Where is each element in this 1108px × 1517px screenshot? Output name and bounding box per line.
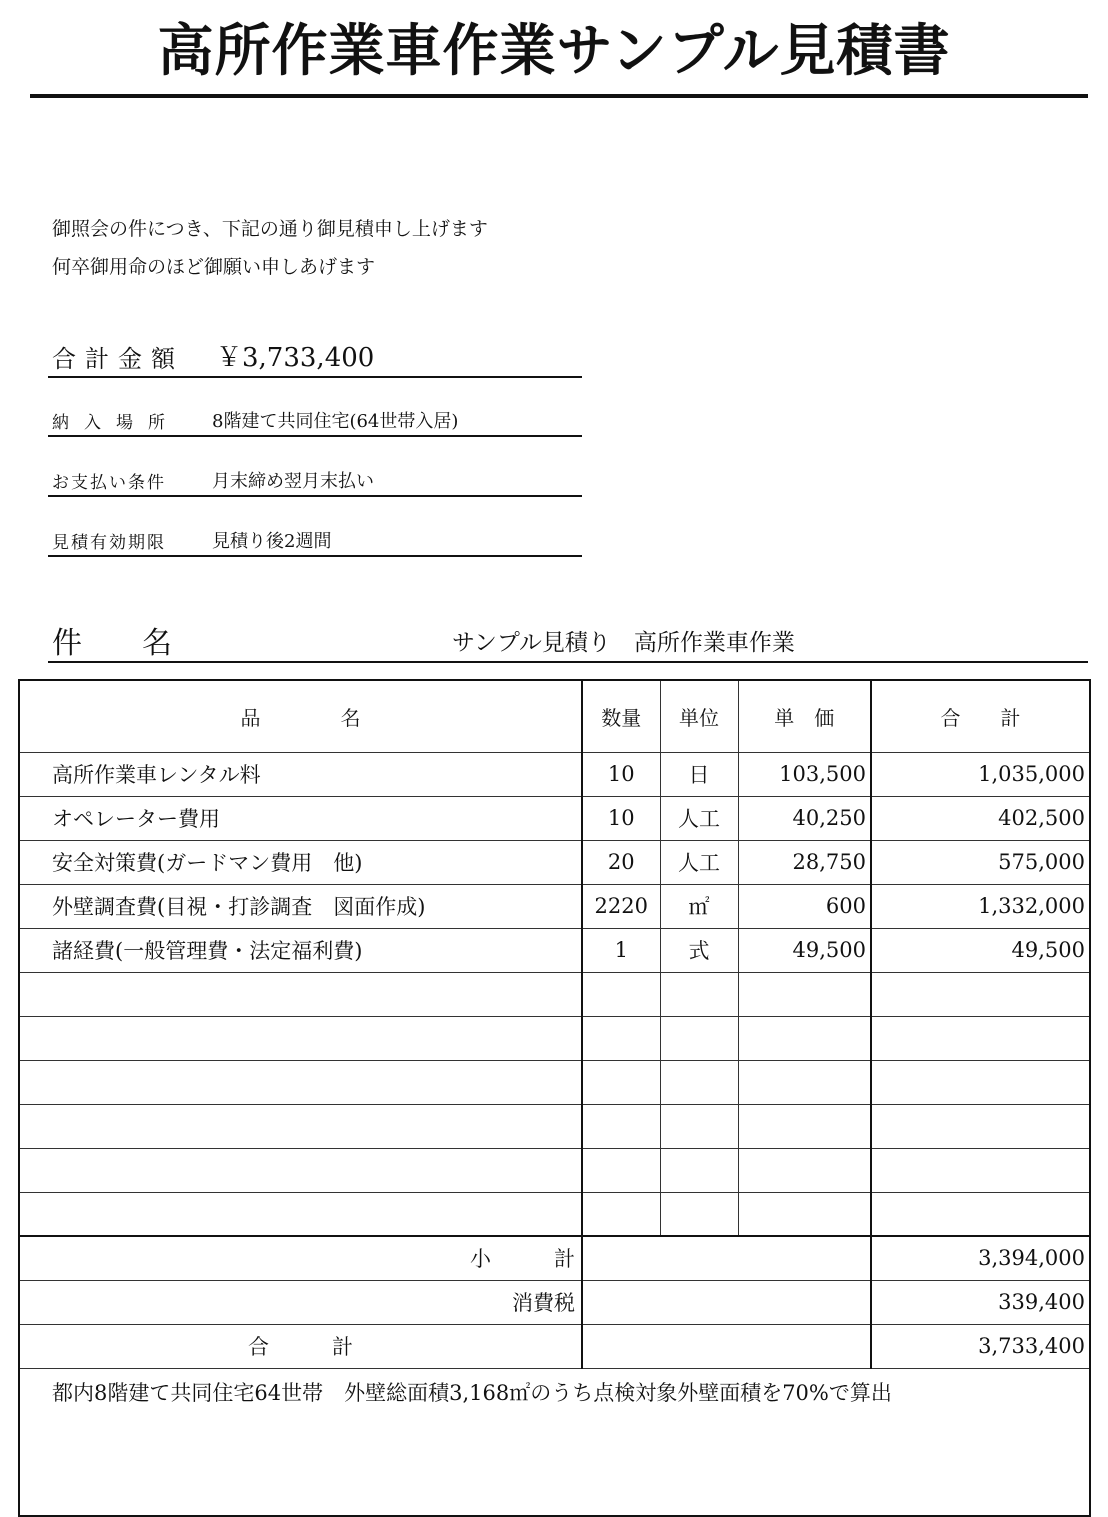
row-unit-price: [738, 1016, 871, 1060]
row-unit: [660, 1148, 738, 1192]
row-amount: 575,000: [871, 840, 1090, 884]
table-row: [19, 928, 1090, 972]
grand-total-row: [19, 1324, 1090, 1368]
subject-label: 件名: [52, 626, 232, 661]
tax-row: [19, 1280, 1090, 1324]
table-row-empty: [19, 972, 1090, 1016]
row-unit-price: 40,250: [738, 796, 871, 840]
grand-total-spacer: [582, 1324, 871, 1368]
row-unit: [660, 1192, 738, 1236]
row-unit: 式: [660, 928, 738, 972]
row-amount: 402,500: [871, 796, 1090, 840]
row-item-name: 外壁調査費(目視・打診調査 図面作成): [19, 884, 582, 928]
total-amount-field: [48, 342, 582, 378]
row-quantity: 20: [582, 840, 660, 884]
header-item-name: 品 名: [19, 680, 582, 752]
subtotal-spacer: [582, 1236, 871, 1280]
subtotal-row: [19, 1236, 1090, 1280]
row-amount: [871, 1104, 1090, 1148]
table-row-empty: [19, 1148, 1090, 1192]
table-row-empty: [19, 1104, 1090, 1148]
row-unit: [660, 1104, 738, 1148]
row-item-name: 安全対策費(ガードマン費用 他): [19, 840, 582, 884]
header-unit: 単位: [660, 680, 738, 752]
note-text: 都内8階建て共同住宅64世帯 外壁総面積3,168㎡のうち点検対象外壁面積を70%で算出: [19, 1368, 1090, 1516]
subtotal-label: 小 計: [19, 1236, 582, 1280]
table-row: [19, 796, 1090, 840]
header-quantity: 数量: [582, 680, 660, 752]
grand-total-label: 合 計: [19, 1324, 582, 1368]
row-unit: [660, 1060, 738, 1104]
total-amount-value: ￥3,733,400: [216, 343, 375, 373]
row-amount: [871, 972, 1090, 1016]
total-amount-label: 合計金額: [52, 345, 184, 373]
validity-label: 見積有効期限: [52, 533, 166, 553]
table-header-row: [19, 680, 1090, 752]
row-quantity: [582, 1060, 660, 1104]
row-item-name: [19, 1104, 582, 1148]
row-unit: [660, 1016, 738, 1060]
row-quantity: [582, 1192, 660, 1236]
row-unit-price: [738, 1192, 871, 1236]
delivery-location-value: 8階建て共同住宅(64世帯入居): [212, 411, 459, 432]
document-title: 高所作業車作業サンプル見積書: [157, 19, 951, 84]
row-unit-price: [738, 972, 871, 1016]
row-unit: 人工: [660, 796, 738, 840]
row-unit-price: [738, 1148, 871, 1192]
row-item-name: [19, 1060, 582, 1104]
row-quantity: 10: [582, 796, 660, 840]
row-quantity: [582, 1104, 660, 1148]
row-quantity: [582, 1016, 660, 1060]
greeting-line-2: 何卒御用命のほど御願い申しあげます: [52, 256, 376, 278]
header-unit-price: 単 価: [738, 680, 871, 752]
row-quantity: [582, 1148, 660, 1192]
payment-terms-label: お支払い条件: [52, 473, 166, 493]
note-row: [19, 1368, 1090, 1516]
row-unit-price: 49,500: [738, 928, 871, 972]
row-amount: [871, 1060, 1090, 1104]
subject-value: サンプル見積り 高所作業車作業: [452, 630, 795, 656]
row-unit: [660, 972, 738, 1016]
row-item-name: 諸経費(一般管理費・法定福利費): [19, 928, 582, 972]
row-amount: [871, 1148, 1090, 1192]
row-quantity: [582, 972, 660, 1016]
table-row: [19, 752, 1090, 796]
row-unit: 人工: [660, 840, 738, 884]
grand-total-value: 3,733,400: [871, 1324, 1090, 1368]
row-quantity: 10: [582, 752, 660, 796]
row-amount: 49,500: [871, 928, 1090, 972]
estimate-table: [18, 679, 1091, 1517]
row-unit: 日: [660, 752, 738, 796]
row-unit-price: 28,750: [738, 840, 871, 884]
row-unit: ㎡: [660, 884, 738, 928]
row-item-name: [19, 972, 582, 1016]
payment-terms-field: [48, 467, 582, 497]
table-row: [19, 840, 1090, 884]
validity-field: [48, 527, 582, 557]
row-item-name: オペレーター費用: [19, 796, 582, 840]
table-row-empty: [19, 1060, 1090, 1104]
row-item-name: [19, 1192, 582, 1236]
row-item-name: [19, 1148, 582, 1192]
subtotal-value: 3,394,000: [871, 1236, 1090, 1280]
title-underline: [30, 94, 1088, 98]
subject-underline: [48, 661, 1088, 663]
tax-spacer: [582, 1280, 871, 1324]
table-row: [19, 884, 1090, 928]
row-amount: [871, 1192, 1090, 1236]
row-amount: 1,332,000: [871, 884, 1090, 928]
table-row-empty: [19, 1016, 1090, 1060]
row-unit-price: 103,500: [738, 752, 871, 796]
tax-label: 消費税: [19, 1280, 582, 1324]
row-unit-price: 600: [738, 884, 871, 928]
row-amount: 1,035,000: [871, 752, 1090, 796]
row-quantity: 1: [582, 928, 660, 972]
row-unit-price: [738, 1104, 871, 1148]
validity-value: 見積り後2週間: [212, 531, 332, 552]
row-unit-price: [738, 1060, 871, 1104]
greeting-line-1: 御照会の件につき、下記の通り御見積申し上げます: [52, 218, 488, 240]
delivery-location-field: [48, 407, 582, 437]
row-item-name: [19, 1016, 582, 1060]
row-quantity: 2220: [582, 884, 660, 928]
table-row-empty: [19, 1192, 1090, 1236]
payment-terms-value: 月末締め翌月末払い: [212, 471, 374, 492]
header-amount: 合 計: [871, 680, 1090, 752]
delivery-location-label: 納入場所: [52, 413, 180, 433]
row-item-name: 高所作業車レンタル料: [19, 752, 582, 796]
tax-value: 339,400: [871, 1280, 1090, 1324]
row-amount: [871, 1016, 1090, 1060]
